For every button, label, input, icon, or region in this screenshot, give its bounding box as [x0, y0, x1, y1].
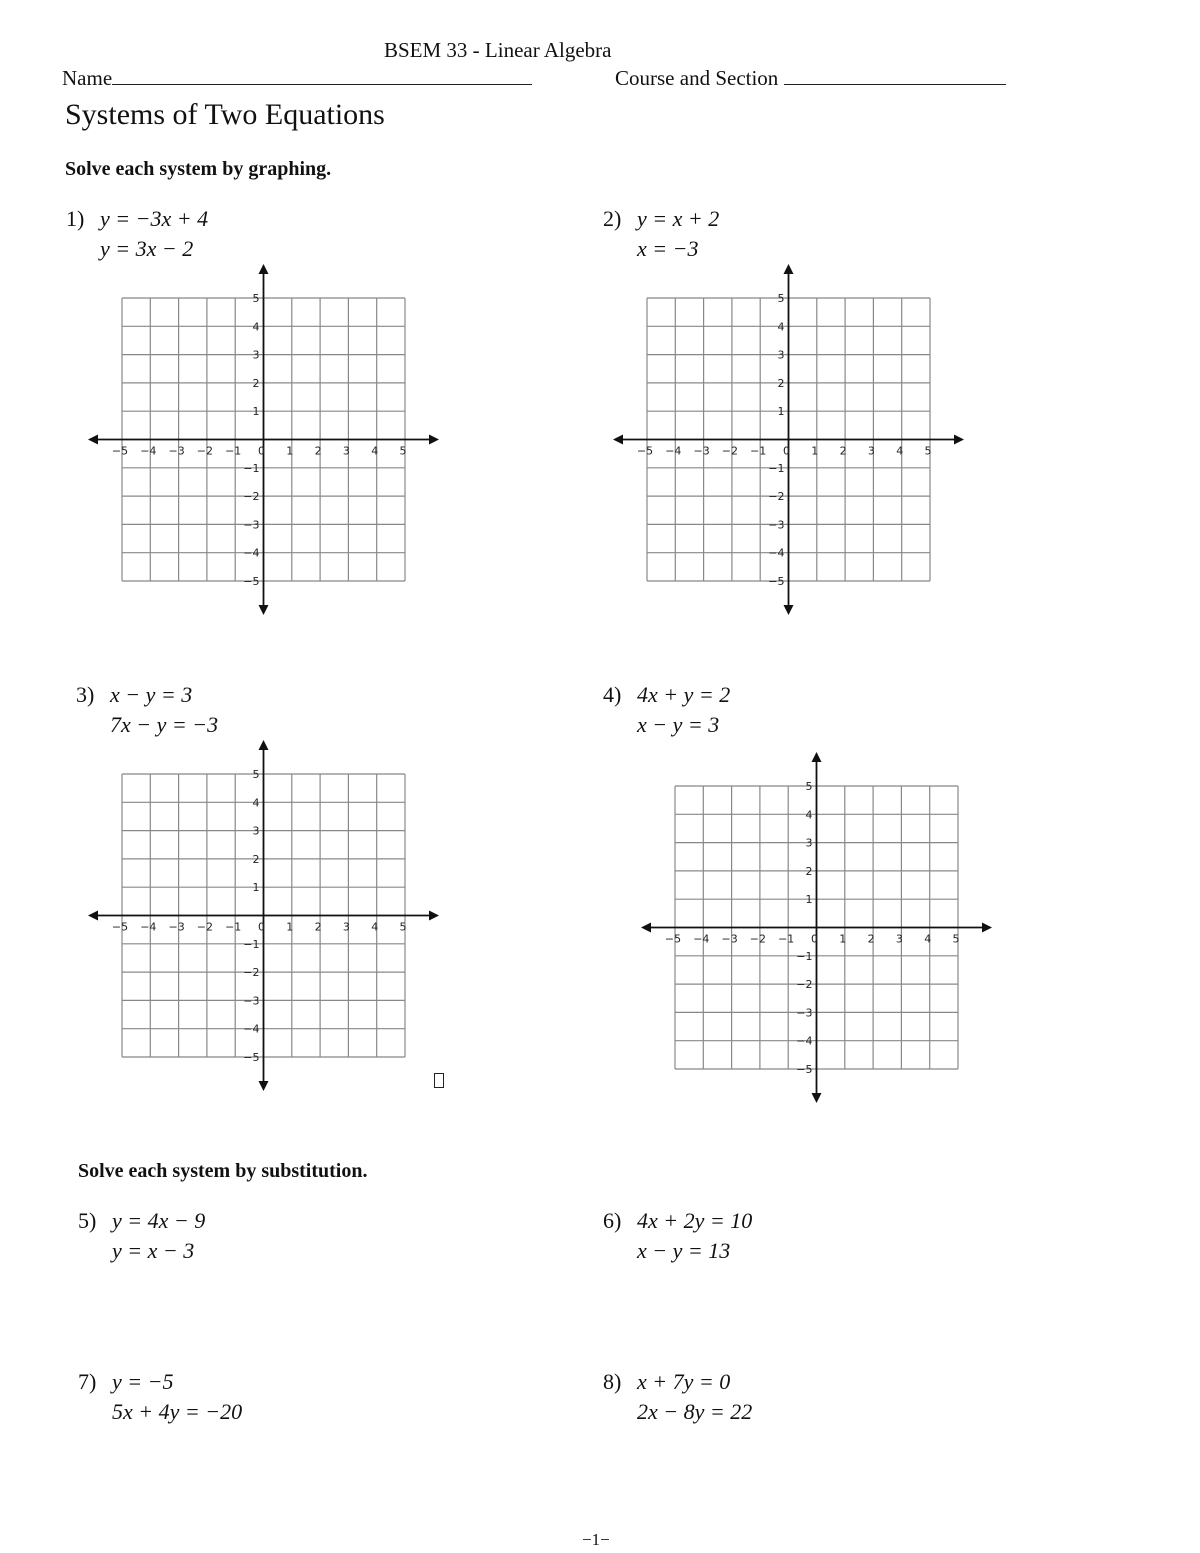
page-number: −1−	[582, 1530, 610, 1549]
x-tick-label: 2	[839, 444, 847, 458]
y-tick-label: −1	[243, 937, 260, 951]
y-axis-up-arrow	[812, 752, 822, 762]
problem-number: 8)	[603, 1369, 622, 1394]
y-tick-label: 1	[777, 405, 785, 419]
y-axis-down-arrow	[784, 605, 794, 615]
x-tick-label: −2	[196, 920, 214, 934]
y-tick-label: 5	[252, 768, 260, 781]
empty-box	[434, 1073, 444, 1088]
y-tick-label: 2	[777, 376, 785, 390]
x-tick-label: 3	[895, 932, 903, 946]
equation-1: y = x + 2	[637, 206, 720, 231]
x-tick-label: 5	[399, 444, 407, 458]
y-tick-label: −5	[243, 575, 260, 588]
x-tick-label: −3	[168, 444, 185, 458]
x-tick-label: 0	[783, 444, 790, 458]
y-tick-label: 4	[252, 796, 260, 810]
problem-number: 5)	[78, 1208, 97, 1233]
y-tick-label: −1	[796, 949, 813, 963]
y-tick-label: −5	[243, 1051, 260, 1064]
y-axis-up-arrow	[259, 264, 269, 274]
x-tick-label: −2	[749, 932, 767, 946]
substitution-instruction: Solve each system by substitution.	[78, 1160, 368, 1182]
y-tick-label: −4	[768, 546, 785, 560]
equation-2: x − y = 3	[637, 712, 720, 737]
y-tick-label: −4	[243, 546, 260, 560]
y-axis-down-arrow	[812, 1093, 822, 1103]
x-tick-label: 2	[314, 920, 322, 934]
section-label: Course and Section	[615, 66, 779, 90]
x-axis-left-arrow	[88, 911, 98, 921]
x-tick-label: 0	[811, 932, 818, 946]
x-axis-right-arrow	[954, 435, 964, 445]
equation-1: y = −3x + 4	[100, 206, 209, 231]
y-tick-label: 4	[777, 320, 785, 334]
coordinate-grid-3[interactable]	[82, 734, 407, 1064]
problem-6	[603, 1206, 752, 1266]
problem-number: 6)	[603, 1208, 622, 1233]
x-axis-left-arrow	[88, 435, 98, 445]
y-tick-label: −3	[796, 1006, 813, 1020]
y-tick-label: −4	[243, 1022, 260, 1036]
problem-2	[603, 204, 719, 264]
coordinate-grid-4[interactable]	[635, 746, 960, 1076]
y-tick-label: −1	[768, 461, 785, 475]
x-tick-label: 2	[867, 932, 875, 946]
problem-number: 1)	[66, 206, 85, 231]
y-tick-label: 1	[252, 881, 260, 895]
name-label: Name	[62, 66, 113, 90]
x-tick-label: −4	[140, 920, 157, 934]
y-axis-down-arrow	[259, 1081, 269, 1091]
x-axis-right-arrow	[429, 435, 439, 445]
x-tick-label: 4	[371, 444, 379, 458]
y-axis-up-arrow	[784, 264, 794, 274]
x-tick-label: 1	[811, 444, 819, 458]
coordinate-grid-2[interactable]	[607, 258, 932, 588]
y-tick-label: −5	[796, 1063, 813, 1076]
course-title: BSEM 33 - Linear Algebra	[384, 38, 612, 62]
problem-number: 3)	[76, 682, 95, 707]
equation-1: y = 4x − 9	[112, 1208, 206, 1233]
x-tick-label: −3	[721, 932, 738, 946]
problem-1	[66, 204, 208, 264]
y-tick-label: −2	[243, 966, 260, 980]
x-tick-label: 5	[924, 444, 932, 458]
x-axis-left-arrow	[613, 435, 623, 445]
x-tick-label: −4	[140, 444, 157, 458]
y-tick-label: −3	[243, 518, 260, 532]
y-tick-label: 3	[777, 348, 785, 362]
problem-3	[76, 680, 218, 740]
problem-number: 4)	[603, 682, 622, 707]
y-tick-label: 2	[252, 852, 260, 866]
section-blank[interactable]	[784, 66, 1006, 85]
x-tick-label: 1	[286, 920, 294, 934]
x-tick-label: −5	[111, 920, 129, 934]
x-axis-right-arrow	[429, 911, 439, 921]
equation-1: x − y = 3	[110, 682, 193, 707]
x-axis-left-arrow	[641, 923, 651, 933]
y-tick-label: 2	[252, 376, 260, 390]
y-tick-label: 5	[252, 292, 260, 305]
y-tick-label: 2	[805, 864, 813, 878]
graphing-instruction: Solve each system by graphing.	[65, 158, 332, 180]
equation-2: x = −3	[637, 236, 699, 261]
x-tick-label: 1	[286, 444, 294, 458]
problem-number: 7)	[78, 1369, 97, 1394]
x-tick-label: 0	[258, 444, 265, 458]
equation-2: y = 3x − 2	[100, 236, 194, 261]
y-tick-label: −5	[768, 575, 785, 588]
x-tick-label: −2	[196, 444, 214, 458]
equation-1: 4x + 2y = 10	[637, 1208, 753, 1233]
x-tick-label: −1	[225, 444, 242, 458]
x-tick-label: 2	[314, 444, 322, 458]
y-tick-label: −4	[796, 1034, 813, 1048]
x-tick-label: −1	[225, 920, 242, 934]
equation-2: x − y = 13	[637, 1238, 731, 1263]
problem-8	[603, 1367, 752, 1427]
x-tick-label: −3	[693, 444, 710, 458]
y-tick-label: 4	[252, 320, 260, 334]
x-tick-label: −5	[111, 444, 129, 458]
y-tick-label: −3	[243, 994, 260, 1008]
problem-4	[603, 680, 730, 740]
y-tick-label: −2	[243, 490, 260, 504]
problem-5	[78, 1206, 205, 1266]
x-tick-label: 3	[342, 444, 350, 458]
y-axis-up-arrow	[259, 740, 269, 750]
equation-2: y = x − 3	[112, 1238, 195, 1263]
y-tick-label: −1	[243, 461, 260, 475]
y-tick-label: 4	[805, 808, 813, 822]
y-tick-label: 5	[777, 292, 785, 305]
y-tick-label: 3	[252, 824, 260, 838]
page-title: Systems of Two Equations	[65, 98, 385, 131]
x-tick-label: −2	[721, 444, 739, 458]
x-tick-label: 4	[924, 932, 932, 946]
equation-1: 4x + y = 2	[637, 682, 731, 707]
x-axis-right-arrow	[982, 923, 992, 933]
x-tick-label: −5	[636, 444, 654, 458]
y-tick-label: −2	[796, 978, 813, 992]
x-tick-label: 5	[952, 932, 960, 946]
name-blank[interactable]	[112, 66, 532, 85]
equation-2: 7x − y = −3	[110, 712, 219, 737]
name-field[interactable]	[62, 66, 532, 91]
x-tick-label: −3	[168, 920, 185, 934]
coordinate-grid-1[interactable]	[82, 258, 407, 588]
equation-2: 2x − 8y = 22	[637, 1399, 753, 1424]
equation-2: 5x + 4y = −20	[112, 1399, 243, 1424]
y-tick-label: 1	[252, 405, 260, 419]
y-tick-label: −3	[768, 518, 785, 532]
x-tick-label: −1	[750, 444, 767, 458]
x-tick-label: −1	[778, 932, 795, 946]
equation-1: y = −5	[112, 1369, 174, 1394]
y-tick-label: 1	[805, 893, 813, 907]
x-tick-label: 1	[839, 932, 847, 946]
problem-7	[78, 1367, 242, 1427]
x-tick-label: 4	[896, 444, 904, 458]
x-tick-label: 3	[867, 444, 875, 458]
y-axis-down-arrow	[259, 605, 269, 615]
x-tick-label: 5	[399, 920, 407, 934]
x-tick-label: 4	[371, 920, 379, 934]
x-tick-label: −4	[693, 932, 710, 946]
y-tick-label: −2	[768, 490, 785, 504]
y-tick-label: 5	[805, 780, 813, 793]
x-tick-label: 0	[258, 920, 265, 934]
y-tick-label: 3	[805, 836, 813, 850]
y-tick-label: 3	[252, 348, 260, 362]
x-tick-label: −5	[664, 932, 682, 946]
problem-number: 2)	[603, 206, 622, 231]
section-field[interactable]	[615, 66, 1006, 91]
x-tick-label: −4	[665, 444, 682, 458]
equation-1: x + 7y = 0	[637, 1369, 731, 1394]
x-tick-label: 3	[342, 920, 350, 934]
